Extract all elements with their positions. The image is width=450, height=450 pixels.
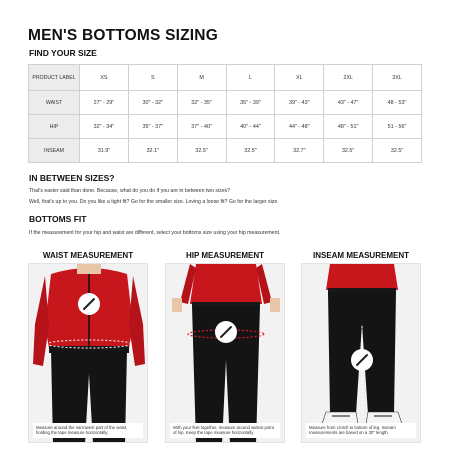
table-cell: 35" - 39" <box>226 91 275 115</box>
row-label: INSEAM <box>29 139 80 163</box>
table-cell: 32.5" <box>324 139 373 163</box>
hip-row <box>29 115 422 139</box>
table-cell: 32.5" <box>177 139 226 163</box>
inseam-panel-title-wrap <box>301 251 421 260</box>
hip-measurement-title: HIP MEASUREMENT <box>185 251 265 260</box>
size-header-row <box>29 65 422 91</box>
find-your-size-heading: FIND YOUR SIZE <box>29 48 97 58</box>
table-cell: 32.5" <box>373 139 422 163</box>
size-header-cell: S <box>128 65 177 91</box>
product-label-header: PRODUCT LABEL <box>29 65 80 91</box>
size-header-cell: XL <box>275 65 324 91</box>
waist-panel-title-wrap <box>28 251 148 260</box>
waist-measurement-photo <box>28 263 148 443</box>
bottoms-fit-heading: BOTTOMS FIT <box>29 214 87 224</box>
table-cell: 48 - 53" <box>373 91 422 115</box>
in-between-sizes-heading: IN BETWEEN SIZES? <box>29 173 115 183</box>
table-cell: 32.5" <box>226 139 275 163</box>
size-header-cell: 3XL <box>373 65 422 91</box>
hip-caption: With your feet together, measure around widest point of hip. Keep the tape measure horizontally <box>170 423 280 438</box>
row-label: WAIST <box>29 91 80 115</box>
inseam-model-illustration <box>302 264 421 443</box>
table-cell: 37" - 40" <box>177 115 226 139</box>
size-table <box>28 64 422 163</box>
table-cell: 27" - 29" <box>80 91 129 115</box>
row-label: HIP <box>29 115 80 139</box>
hip-panel-title-wrap <box>165 251 285 260</box>
bottoms-fit-text: If the measurement for your hip and waist are different, select your bottoms size using your hip measurement. <box>29 230 281 236</box>
table-cell: 32" - 34" <box>80 115 129 139</box>
size-header-cell: XS <box>80 65 129 91</box>
table-cell: 32" - 35" <box>177 91 226 115</box>
table-cell: 43" - 47" <box>324 91 373 115</box>
inseam-measurement-photo <box>301 263 421 443</box>
table-cell: 40" - 44" <box>226 115 275 139</box>
size-header-cell: M <box>177 65 226 91</box>
inseam-measurement-title: INSEAM MEASUREMENT <box>312 251 409 260</box>
table-cell: 31.9" <box>80 139 129 163</box>
table-cell: 35" - 37" <box>128 115 177 139</box>
table-cell: 48" - 51" <box>324 115 373 139</box>
hip-model-illustration <box>166 264 285 443</box>
table-cell: 39" - 43" <box>275 91 324 115</box>
size-header-cell: 2XL <box>324 65 373 91</box>
table-cell: 51 - 56" <box>373 115 422 139</box>
page-title: MEN'S BOTTOMS SIZING <box>28 27 218 44</box>
table-cell: 44" - 48" <box>275 115 324 139</box>
table-cell: 32.1" <box>128 139 177 163</box>
inseam-row <box>29 139 422 163</box>
table-cell: 32.7" <box>275 139 324 163</box>
hip-measurement-photo <box>165 263 285 443</box>
waist-caption: Measure around the narrowest part of the waist, holding the tape measure horizontally. <box>33 423 143 438</box>
inseam-caption: Measure from crotch to bottom of leg. Inseam measurements are based on a 30" length. <box>306 423 416 438</box>
size-header-cell: L <box>226 65 275 91</box>
waist-row <box>29 91 422 115</box>
in-between-text-1: That's easier said than done. Because, what do you do if you are in between two sizes? <box>29 188 231 194</box>
waist-model-illustration <box>29 264 148 443</box>
waist-measurement-title: WAIST MEASUREMENT <box>42 251 134 260</box>
table-cell: 30" - 32" <box>128 91 177 115</box>
in-between-text-2: Well, that's up to you. Do you like a tight fit? Go for the smaller size. Loving a loose fit? Go for the larger size. <box>29 199 279 205</box>
